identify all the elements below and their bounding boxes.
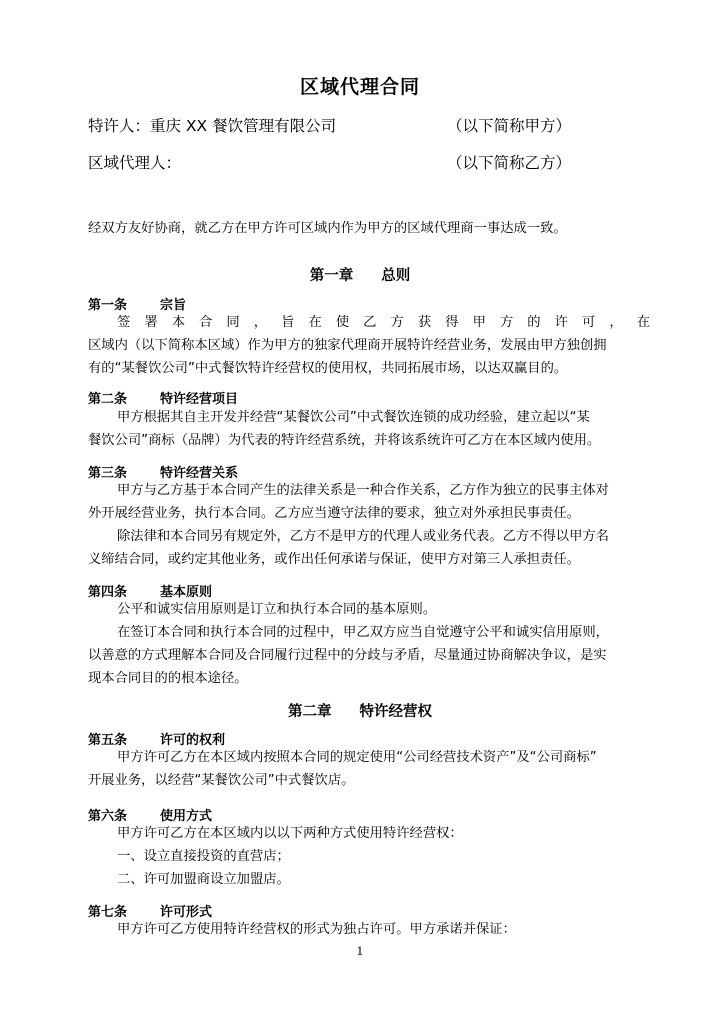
article-1-line: 有的“某餐饮公司”中式餐饮特许经营权的使用权，共同拓展市场，以达双赢目的。 <box>88 361 568 376</box>
article-3-line: 义缔结合同，或约定其他业务，或作出任何承诺与保证，使甲方对第三人承担责任。 <box>88 552 580 567</box>
article-4-line: 在签订本合同和执行本合同的过程中，甲乙双方应当自觉遵守公平和诚实信用原则， <box>117 625 609 640</box>
article-number: 第四条 <box>88 585 128 600</box>
article-3-line: 外开展经营业务，执行本合同。乙方应当遵守法律的要求，独立对外承担民事责任。 <box>88 506 580 521</box>
article-name: 许可形式 <box>160 905 213 920</box>
page-number: 1 <box>356 945 364 958</box>
article-4-line: 现本合同目的的根本途径。 <box>88 671 248 686</box>
article-6-line: 甲方许可乙方在本区域内以以下两种方式使用特许经营权： <box>117 826 463 841</box>
article-1-line: 区域内（以下简称本区域）作为甲方的独家代理商开展特许经营业务，发展由甲方独创拥 <box>88 338 607 353</box>
article-4-line: 以善意的方式理解本合同及合同履行过程中的分歧与矛盾，尽量通过协商解决争议，是实 <box>88 648 607 663</box>
intro-paragraph: 经双方友好协商，就乙方在甲方许可区域内作为甲方的区域代理商一事达成一致。 <box>88 221 567 236</box>
article-number: 第六条 <box>88 809 128 824</box>
article-6-list-item: 一、设立直接投资的直营店； <box>117 849 290 864</box>
licensor-note: （以下简称甲方） <box>447 117 572 135</box>
article-name: 许可的权利 <box>160 733 226 748</box>
article-4-line: 公平和诚实信用原则是订立和执行本合同的基本原则。 <box>117 602 437 617</box>
article-3-line: 除法律和本合同另有规定外，乙方不是甲方的代理人或业务代表。乙方不得以甲方名 <box>117 529 609 544</box>
article-number: 第三条 <box>88 466 128 481</box>
article-name: 特许经营关系 <box>160 466 239 481</box>
article-name: 特许经营项目 <box>160 392 239 407</box>
chapter-name: 特许经营权 <box>359 704 432 720</box>
chapter-number: 第一章 <box>309 268 354 284</box>
article-number: 第二条 <box>88 392 128 407</box>
article-7-line: 甲方许可乙方使用特许经营权的形式为独占许可。甲方承诺并保证： <box>117 922 516 937</box>
article-number: 第五条 <box>88 733 128 748</box>
article-1-line: 签署本合同，旨在使乙方获得甲方的许可，在 <box>117 315 650 330</box>
article-5-line: 甲方许可乙方在本区域内按照本合同的规定使用“公司经营技术资产”及“公司商标” <box>117 750 597 765</box>
article-2-line: 甲方根据其自主开发并经营“某餐饮公司”中式餐饮连锁的成功经验，建立起以“某 <box>117 410 590 425</box>
agent-label: 区域代理人： <box>88 154 182 172</box>
article-2-heading <box>88 388 239 407</box>
chapter-1-heading <box>0 264 720 285</box>
article-3-line: 甲方与乙方基于本合同产生的法律关系是一种合作关系，乙方作为独立的民事主体对 <box>117 483 609 498</box>
chapter-name: 总则 <box>381 268 411 284</box>
licensor-label: 特许人：重庆 XX 餐饮管理有限公司 <box>88 117 337 135</box>
article-6-list-item: 二、许可加盟商设立加盟店。 <box>117 872 290 887</box>
chapter-2-heading <box>0 700 720 721</box>
document-title: 区域代理合同 <box>299 76 420 98</box>
agent-note: （以下简称乙方） <box>447 154 572 172</box>
article-name: 使用方式 <box>160 809 213 824</box>
article-name: 宗旨 <box>160 298 187 313</box>
article-number: 第七条 <box>88 905 128 920</box>
article-number: 第一条 <box>88 298 128 313</box>
article-2-line: 餐饮公司”商标（品牌）为代表的特许经营系统，并将该系统许可乙方在本区域内使用。 <box>88 433 601 448</box>
article-5-line: 开展业务，以经营“某餐饮公司”中式餐饮店。 <box>88 773 355 788</box>
chapter-number: 第二章 <box>288 704 332 720</box>
article-name: 基本原则 <box>160 585 213 600</box>
